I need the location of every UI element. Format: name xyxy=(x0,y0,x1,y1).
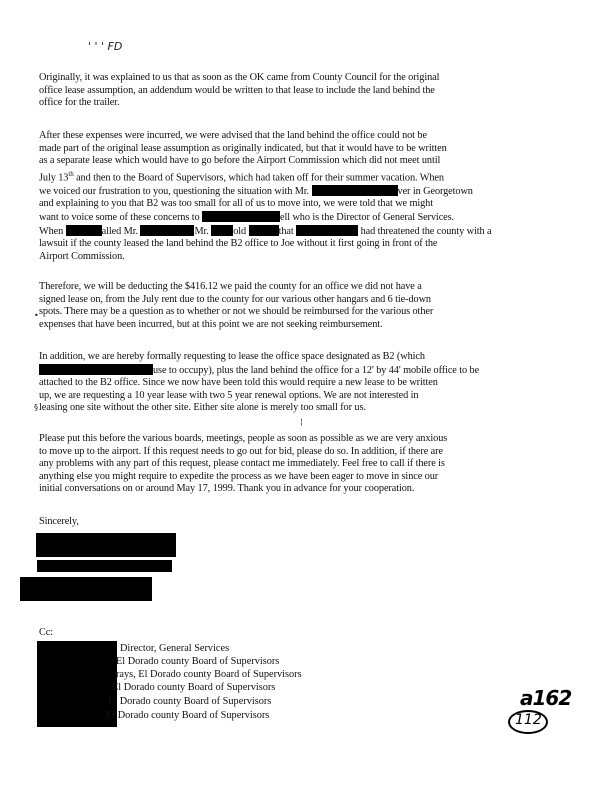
text-line: made part of the original lease assumption as originally indicated, but that it would have to be written xyxy=(39,142,447,154)
text-fragment: use to occupy), plus the land behind the office for a 12' by 44' mobile office to be xyxy=(153,364,480,376)
text-line xyxy=(39,168,533,185)
redaction-bar xyxy=(249,225,279,236)
paragraph-lease-request xyxy=(39,351,533,415)
text-line: initial conversations on or around May 17, 1999. Thank you in advance for your cooperation. xyxy=(39,483,415,495)
text-fragment: ell who is the Director of General Services. xyxy=(280,211,455,223)
text-fragment: want to voice some of these concerns to xyxy=(39,211,200,223)
text-line: office for the trailer. xyxy=(39,97,120,109)
text-line: Airport Commission. xyxy=(39,250,125,262)
text-line: leasing one site without the other site. Either site alone is merely too small for us. xyxy=(39,402,366,414)
text-line: to move up to the airport. If this request needs to go out for bid, please do so. In addition, if there are xyxy=(39,445,443,457)
redacted-address-line xyxy=(20,577,152,601)
text-line: signed lease on, from the July rent due to the county for our various other hangars and 6 tie-down xyxy=(39,293,431,305)
closing-salutation: Sincerely, xyxy=(39,516,79,527)
text-line: any problems with any part of this request, please contact me immediately. Feel free to call if there is xyxy=(39,458,445,470)
superscript: th xyxy=(68,169,74,178)
text-fragment: and then to the Board of Supervisors, which had taken off for their summer vacation. When xyxy=(73,172,444,184)
text-line: lawsuit if the county leased the land behind the B2 office to Joe without it first going in front of the xyxy=(39,238,438,250)
cc-line: El Dorado county Board of Supervisors xyxy=(112,682,276,693)
text-fragment: alled Mr. xyxy=(101,225,138,237)
paragraph-closing-request xyxy=(39,433,533,496)
handwritten-code: a162 xyxy=(520,686,572,710)
text-fragment: had threatened the county with a xyxy=(360,225,492,237)
text-line: After these expenses were incurred, we were advised that the land behind the office could not be xyxy=(39,130,427,141)
redaction-bar xyxy=(39,364,153,375)
text-fragment: When xyxy=(39,225,64,237)
text-line xyxy=(39,225,533,239)
cc-label: Cc: xyxy=(39,627,53,638)
cc-line: El Dorado county Board of Supervisors xyxy=(116,656,280,667)
header-mark: ' ' ' FD xyxy=(88,40,123,53)
text-line: Originally, it was explained to us that as soon as the OK came from County Council for the original xyxy=(39,72,440,83)
cc-line: rays, El Dorado county Board of Supervisors xyxy=(116,669,302,680)
paragraph-expenses xyxy=(39,130,533,263)
redaction-bar xyxy=(66,225,102,236)
text-line: Therefore, we will be deducting the $416.12 we paid the county for an office we did not have a xyxy=(39,281,422,292)
redaction-bar xyxy=(211,225,233,236)
redaction-bar xyxy=(296,225,358,236)
handwritten-page-number: 112 xyxy=(515,712,542,728)
text-line: In addition, we are hereby formally requesting to lease the office space designated as B2 (which xyxy=(39,351,425,362)
text-line: as a separate lease which would have to go before the Airport Commission which did not meet until xyxy=(39,155,441,167)
redaction-bar xyxy=(312,185,398,196)
scan-speck: § xyxy=(34,403,38,412)
text-fragment: that xyxy=(278,225,294,237)
text-line: Please put this before the various boards, meetings, people as soon as possible as we are very anxious xyxy=(39,433,448,444)
redacted-signature xyxy=(36,533,176,557)
text-line xyxy=(39,364,533,378)
text-line: office lease assumption, an addendum would be written to that lease to include the land behind the xyxy=(39,84,435,96)
paragraph-original-lease xyxy=(39,72,533,110)
scan-speck: ¦ xyxy=(300,417,303,426)
text-fragment: July 13 xyxy=(39,172,69,184)
text-line: attached to the B2 office. Since we now have been told this would require a new lease to be written xyxy=(39,377,438,389)
text-line: spots. There may be a question as to whether or not we should be reimbursed for the various other xyxy=(39,306,434,318)
text-fragment: old xyxy=(233,225,247,237)
text-fragment: Mr. xyxy=(194,225,209,237)
text-line xyxy=(39,185,533,199)
redacted-name-line xyxy=(37,560,172,572)
text-line: up, we are requesting a 10 year lease with two 5 year renewal options. We are not interested in xyxy=(39,389,419,401)
text-line xyxy=(39,211,533,225)
text-line: anything else you might require to expedite the process as we have been eager to move in since our xyxy=(39,470,439,482)
text-fragment: ver in Georgetown xyxy=(397,185,473,197)
text-fragment: we voiced our frustration to you, questioning the situation with Mr. xyxy=(39,185,310,197)
text-line: and explaining to you that B2 was too small for all of us to move into, we were told that we might xyxy=(39,198,433,210)
redaction-bar xyxy=(140,225,194,236)
redaction-bar xyxy=(202,211,280,222)
redacted-cc-names xyxy=(37,641,117,727)
paragraph-deduction xyxy=(39,281,533,331)
cc-line: El Dorado county Board of Supervisors xyxy=(106,710,270,721)
cc-line: Director, General Services xyxy=(120,643,230,654)
scan-speck: • xyxy=(34,311,39,320)
text-line: expenses that have been incurred, but at this point we are not seeking reimbursement. xyxy=(39,318,383,330)
cc-line: El Dorado county Board of Supervisors xyxy=(108,696,272,707)
